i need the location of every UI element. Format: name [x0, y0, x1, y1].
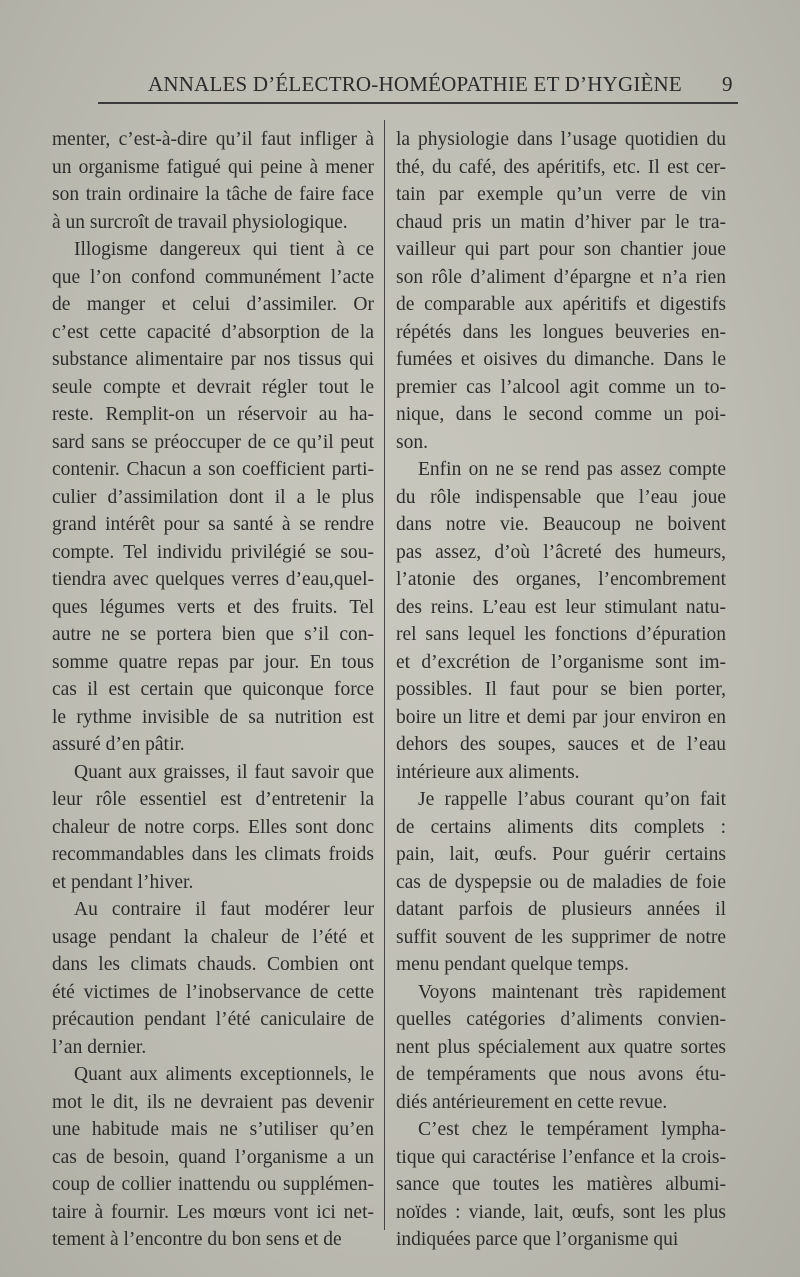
text-line: de manger et celui d’assimiler. Or — [52, 294, 374, 315]
text-line: fumées et oisives du dimanche. Dans le — [396, 349, 726, 370]
text-line: son rôle d’aliment d’épargne et n’a rien — [396, 266, 726, 288]
text-line: un organisme fatigué qui peine à mener — [52, 156, 374, 178]
text-line: cas de besoin, quand l’organisme a un — [52, 1146, 374, 1168]
text-line: taire à fournir. Les mœurs vont ici net- — [52, 1201, 374, 1223]
text-line: le rythme invisible de sa nutrition est — [52, 706, 374, 728]
text-line: assuré d’en pâtir. — [52, 734, 185, 755]
text-line: indiquées parce que l’organisme qui — [396, 1229, 679, 1250]
text-line: reste. Remplit-on un réservoir au ha- — [52, 404, 374, 425]
text-line: tiendra avec quelques verres d’eau,quel- — [52, 569, 374, 590]
text-line: diés antérieurement en cette revue. — [396, 1091, 668, 1113]
page-number: 9 — [722, 72, 733, 96]
text-line: menter, c’est-à-dire qu’il faut infliger à — [52, 129, 374, 150]
text-line: somme quatre repas par jour. En tous — [52, 651, 374, 673]
text-line: été victimes de l’inobservance de cette — [52, 981, 374, 1003]
text-line: culier d’assimilation dont il a le plus — [52, 486, 374, 508]
text-line: sance que toutes les matières albumi- — [396, 1174, 726, 1195]
text-line: tement à l’encontre du bon sens et de — [52, 1229, 342, 1250]
text-line: l’atonie des organes, l’encombrement — [396, 569, 726, 590]
text-line: et pendant l’hiver. — [52, 871, 194, 893]
text-line: son. — [396, 431, 428, 453]
text-line: dans notre vie. Beaucoup ne boivent — [396, 514, 726, 535]
text-line: compte. Tel individu privilégié se sou- — [52, 541, 374, 563]
text-line: quelles catégories d’aliments convien- — [396, 1009, 726, 1030]
left-column — [52, 126, 374, 1250]
text-line: leur rôle essentiel est d’entretenir la — [52, 789, 374, 810]
text-line: pas assez, d’où l’âcreté des humeurs, — [396, 541, 726, 563]
text-line: boire un litre et demi par jour environ en — [396, 706, 726, 728]
text-line: cas il est certain que quiconque force — [52, 679, 374, 700]
text-line: rel sans lequel les fonctions d’épuration — [396, 624, 726, 645]
text-line: suffit souvent de les supprimer de notre — [396, 926, 726, 948]
page-header — [0, 66, 800, 102]
text-line: Je rappelle l’abus courant qu’on fait — [418, 789, 726, 810]
text-line: Voyons maintenant très rapidement — [418, 981, 726, 1003]
text-line: et d’excrétion de l’organisme sont im- — [396, 651, 726, 673]
text-line: contenir. Chacun a son coefficient parti- — [52, 459, 374, 480]
text-line: tain par exemple qu’un verre de vin — [396, 184, 726, 205]
header-rule — [98, 102, 738, 104]
text-line: chaud pris un matin d’hiver par le tra- — [396, 211, 726, 233]
text-line: seule compte et devrait régler tout le — [52, 376, 374, 398]
text-line: noïdes : viande, lait, œufs, sont les plus — [396, 1201, 726, 1223]
column-divider — [384, 120, 385, 1230]
text-line: ques légumes verts et des fruits. Tel — [52, 596, 374, 618]
text-line: Quant aux aliments exceptionnels, le — [74, 1064, 374, 1085]
text-line: possibles. Il faut pour se bien porter, — [396, 679, 726, 700]
text-line: c’est cette capacité d’absorption de la — [52, 321, 374, 343]
text-line: grand intérêt pour sa santé à se rendre — [52, 514, 374, 535]
text-line: nent plus spécialement aux quatre sortes — [396, 1036, 726, 1058]
text-line: thé, du café, des apéritifs, etc. Il est cer- — [396, 156, 726, 178]
text-line: usage pendant la chaleur de l’été et — [52, 926, 374, 948]
text-line: tique qui caractérise l’enfance et la crois- — [396, 1146, 726, 1168]
text-line: nique, dans le second comme un poi- — [396, 404, 726, 425]
text-line: dehors des soupes, sauces et de l’eau — [396, 734, 726, 755]
text-line: des reins. L’eau est leur stimulant natu- — [396, 596, 726, 618]
text-line: autre ne se portera bien que s’il con- — [52, 624, 374, 645]
text-line: une habitude mais ne s’utiliser qu’en — [52, 1119, 374, 1140]
text-line: datant parfois de plusieurs années il — [396, 899, 726, 920]
text-line: substance alimentaire par nos tissus qui — [52, 349, 374, 370]
text-line: sard sans se préoccuper de ce qu’il peut — [52, 431, 374, 453]
text-line: Enfin on ne se rend pas assez compte — [418, 459, 726, 480]
text-line: intérieure aux aliments. — [396, 761, 580, 783]
text-line: à un surcroît de travail physiologique. — [52, 211, 348, 233]
text-line: chaleur de notre corps. Elles sont donc — [52, 816, 374, 838]
right-column — [396, 126, 726, 1250]
text-line: répétés dans les longues beuveries en- — [396, 321, 726, 343]
text-line: l’an dernier. — [52, 1036, 147, 1058]
text-line: du rôle indispensable que l’eau joue — [396, 486, 726, 508]
text-line: que l’on confond communément l’acte — [52, 266, 374, 288]
text-line: cas de dyspepsie ou de maladies de foie — [396, 871, 726, 893]
text-line: son train ordinaire la tâche de faire face — [52, 184, 374, 205]
text-line: menu pendant quelque temps. — [396, 954, 629, 975]
text-line: de comparable aux apéritifs et digestifs — [396, 294, 726, 315]
text-line: C’est chez le tempérament lympha- — [418, 1119, 726, 1140]
text-line: de certains aliments dits complets : — [396, 816, 726, 838]
text-line: mot le dit, ils ne devraient pas devenir — [52, 1091, 374, 1113]
text-line: vailleur qui part pour son chantier joue — [396, 239, 726, 260]
text-line: Illogisme dangereux qui tient à ce — [74, 239, 374, 260]
text-line: premier cas l’alcool agit comme un to- — [396, 376, 726, 398]
text-line: coup de collier inattendu ou supplémen- — [52, 1174, 374, 1195]
running-title: ANNALES D’ÉLECTRO-HOMÉOPATHIE ET D’HYGIÈNE — [148, 72, 682, 96]
text-line: la physiologie dans l’usage quotidien du — [396, 129, 726, 150]
text-line: précaution pendant l’été caniculaire de — [52, 1009, 374, 1030]
text-line: Au contraire il faut modérer leur — [74, 899, 374, 920]
text-line: recommandables dans les climats froids — [52, 844, 374, 865]
text-line: Quant aux graisses, il faut savoir que — [74, 761, 374, 783]
text-line: pain, lait, œufs. Pour guérir certains — [396, 844, 726, 865]
text-line: dans les climats chauds. Combien ont — [52, 954, 374, 975]
text-line: de tempéraments que nous avons étu- — [396, 1064, 726, 1085]
